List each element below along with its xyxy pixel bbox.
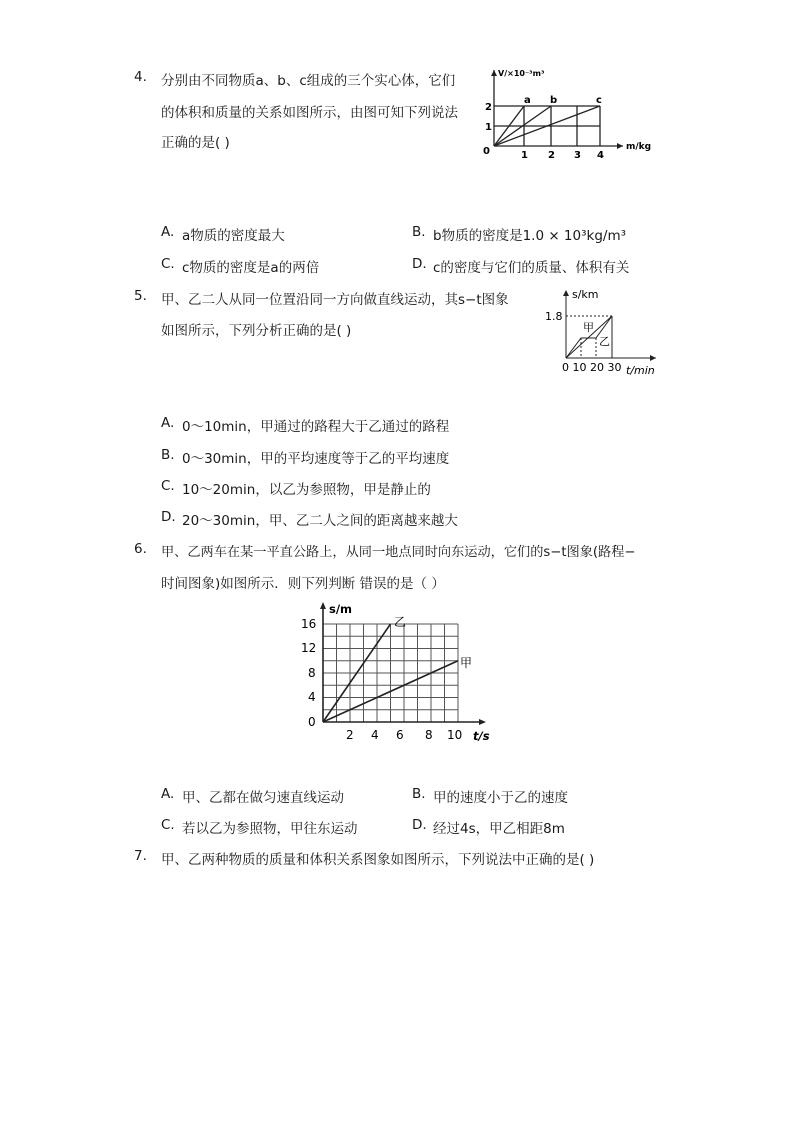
option-a: a物质的密度最大 [182,228,285,244]
question-text-line: 甲、乙二人从同一位置沿同一方向做直线运动，其s−t图象 [161,292,509,308]
question-text-line: 的体积和质量的关系如图所示，由图可知下列说法 [161,105,458,121]
q5-figure [538,282,668,380]
option-letter: B. [412,224,426,240]
option-letter: B. [412,786,426,802]
option-d: c的密度与它们的质量、体积有关 [433,260,630,276]
x-tick: 2 [346,728,354,742]
q6-figure [296,598,496,748]
question-text-line: 甲、乙两种物质的质量和体积关系图象如图所示，下列说法中正确的是( ) [161,852,595,868]
option-letter: D. [412,817,427,833]
option-letter: A. [161,415,175,431]
option-a: 0～10min，甲通过的路程大于乙通过的路程 [182,419,450,435]
y-axis-label: s/m [329,602,353,616]
arrow-icon [617,143,623,149]
y-axis-label: s/km [572,288,599,301]
option-d: 经过4s，甲乙相距8m [433,821,565,837]
x-tick: 3 [574,150,581,161]
option-letter: A. [161,786,175,802]
x-ticks: 0 10 20 30 [562,361,622,374]
option-c: 10～20min，以乙为参照物，甲是静止的 [182,482,431,498]
option-d: 20～30min，甲、乙二人之间的距离越来越大 [182,513,458,529]
option-a: 甲、乙都在做匀速直线运动 [182,790,344,806]
arrow-icon [320,602,326,609]
y-tick: 0 [308,715,316,729]
option-letter: C. [161,256,175,272]
x-tick: 4 [371,728,379,742]
line-label-yi: 乙 [599,335,610,348]
question-text-line: 时间图象)如图所示．则下列判断 错误的是（ ） [161,576,445,592]
question-number: 6. [134,541,147,557]
y-tick: 2 [485,102,492,113]
y-tick: 4 [308,690,316,704]
question-text-line: 甲、乙两车在某一平直公路上，从同一地点同时向东运动，它们的s−t图象(路程− [161,545,636,560]
option-c: 若以乙为参照物，甲往东运动 [182,821,358,837]
option-letter: D. [161,509,176,525]
question-number: 7. [134,848,147,864]
x-tick: 1 [521,150,528,161]
question-text-line: 正确的是( ) [161,135,230,151]
y-tick: 12 [301,641,317,655]
line-label-a: a [524,95,531,106]
option-b: 甲的速度小于乙的速度 [433,790,568,806]
option-c: c物质的密度是a的两倍 [182,260,320,276]
line-label-yi: 乙 [394,615,407,629]
origin-label: 0 [483,146,490,157]
y-axis-label: V/×10⁻³m³ [498,69,545,78]
line-label-jia: 甲 [460,656,473,670]
x-axis-label: t/min [626,364,655,377]
option-b: b物质的密度是1.0 × 10³kg/m³ [433,228,627,244]
arrow-icon [491,70,497,76]
question-text-line: 分别由不同物质a、b、c组成的三个实心体，它们 [161,73,456,89]
x-tick: 8 [425,728,433,742]
q4-figure [480,62,670,172]
y-tick: 1 [485,122,492,133]
x-tick: 4 [597,150,604,161]
y-tick: 16 [301,617,317,631]
x-tick: 10 [447,728,463,742]
question-text-line: 如图所示，下列分析正确的是( ) [161,323,352,339]
x-axis-label: t/s [473,729,490,743]
x-tick: 6 [396,728,404,742]
line-label-c: c [596,95,602,106]
x-axis-label: m/kg [626,142,652,152]
option-letter: C. [161,478,175,494]
question-number: 5. [134,288,147,304]
y-tick: 1.8 [545,310,563,323]
x-tick: 2 [548,150,555,161]
arrow-icon [479,719,486,725]
option-letter: B. [161,447,175,463]
option-letter: C. [161,817,175,833]
line-label-jia: 甲 [583,321,594,334]
line-label-b: b [550,95,558,106]
option-b: 0～30min，甲的平均速度等于乙的平均速度 [182,451,450,467]
option-letter: D. [412,256,427,272]
y-tick: 8 [308,666,316,680]
option-letter: A. [161,224,175,240]
question-number: 4. [134,69,147,85]
arrow-icon [563,290,569,296]
arrow-icon [650,355,656,361]
